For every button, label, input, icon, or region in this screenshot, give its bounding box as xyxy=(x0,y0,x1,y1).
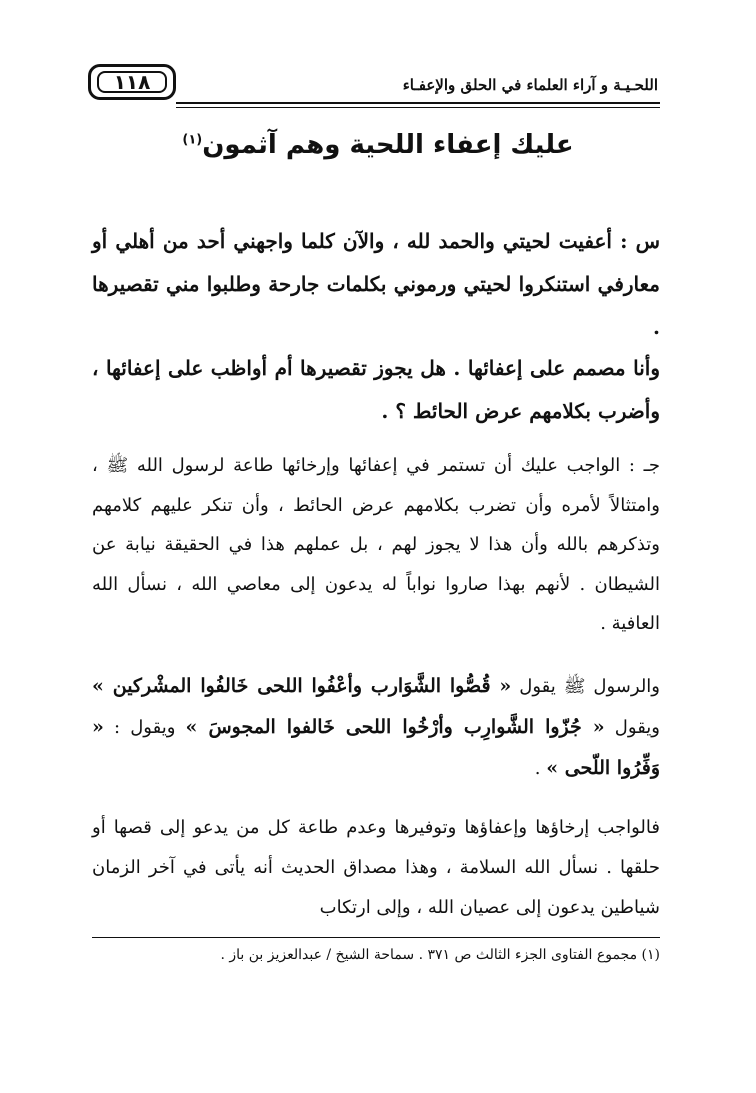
section-title xyxy=(60,130,696,160)
answer-paragraph-3: فالواجب إرخاؤها وإعفاؤها وتوفيرها وعدم طاعة كل من يدعو إلى قصها أو حلقها . نسأل الله السلامة ، وهذا مصداق الحديث أنه يأتى في آخر الزمان شياطين يدعون إلى عصيان الله ، وإلى ارتكاب xyxy=(92,817,660,918)
footnote-rule xyxy=(92,937,660,938)
hadith-quote-3: « وَفِّرُوا اللّحى » xyxy=(92,716,660,779)
answer-paragraph-1: جـ : الواجب عليك أن تستمر في إعفائها وإرخائها طاعة لرسول الله ﷺ ، وامتثالاً لأمره وأن تضرب بكلامهم عرض الحائط ، وأن تنكر عليهم كلامهم وتذكرهم بالله وأن هذا لا يجوز لهم ، بل عملهم هذا في الحقيقة نيابة عن الشيطان . لأنهم بهذا صاروا نواباً له يدعون إلى معاصي الله ، نسأل الله العافية . xyxy=(92,455,660,634)
hadith-quote-2: « جُزّوا الشَّوارِب وأرْخُوا اللحى خَالفوا المجوسَ » xyxy=(185,716,605,738)
page-header xyxy=(88,58,660,110)
title-footnote-marker: (١) xyxy=(182,132,203,148)
header-rule-thin xyxy=(176,107,660,108)
running-title: اللحـيـة و آراء العلماء في الحلق والإعفـاء xyxy=(402,76,658,94)
header-rule xyxy=(176,102,660,104)
answer-paragraph-2 xyxy=(92,666,660,789)
answer-text: . xyxy=(534,758,547,779)
hadith-quote-1: « قُصُّوا الشَّوَارب وأعْفُوا اللحى خَالفُوا المشْركين » xyxy=(92,675,512,697)
page-number-badge xyxy=(88,64,176,100)
question-paragraph-1: س : أعفيت لحيتي والحمد لله ، والآن كلما واجهني أحد من أهلي أو معارفي استنكروا لحيتي ورموني بكلمات جارحة وطلبوا مني تقصيرها . xyxy=(92,229,660,339)
page-number: ١١٨ xyxy=(97,71,167,93)
answer-text: والرسول ﷺ يقول xyxy=(511,676,660,697)
question-paragraph-2: وأنا مصمم على إعفائها . هل يجوز تقصيرها أم أواظب على إعفائها ، وأضرب بكلامهم عرض الحائط ؟ . xyxy=(92,356,660,423)
answer-text: ويقول xyxy=(604,717,660,738)
footnote: (١) مجموع الفتاوى الجزء الثالث ص ٣٧١ . سماحة الشيخ / عبدالعزيز بن باز . xyxy=(220,947,660,963)
answer-text: ويقول : xyxy=(103,717,186,738)
section-title-text: عليك إعفاء اللحية وهم آثمون xyxy=(202,130,574,160)
